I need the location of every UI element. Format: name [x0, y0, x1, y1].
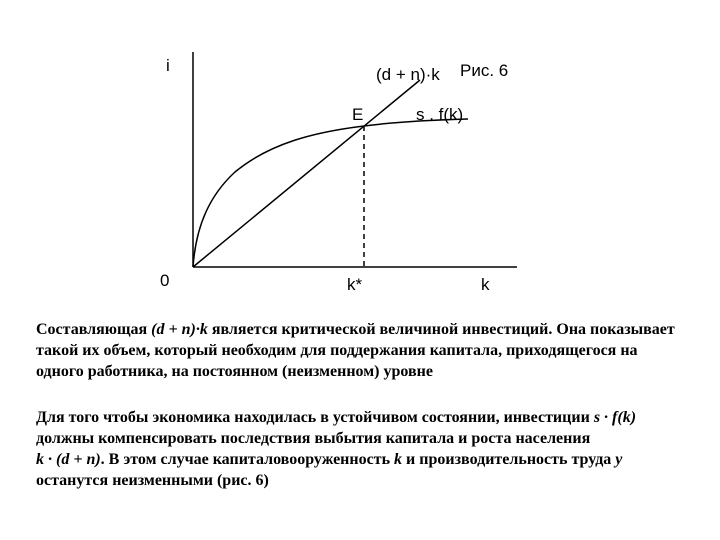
x-axis-label: k [481, 275, 490, 294]
figure-caption: Рис. 6 [460, 61, 509, 80]
kstar-label: k* [347, 275, 363, 294]
para1-text-end: является критической величиной инвестиций. Она показывает такой их объем, который необходим для поддержания капитала, приходящегося на одного работника, на постоянном (неизменном) уровне [36, 321, 675, 380]
critical-investment-paragraph [36, 319, 686, 382]
para2-formula-depreciation: k · (d + n) [36, 451, 101, 468]
para2-y-symbol: y [615, 451, 623, 468]
equilibrium-label: E [352, 105, 364, 124]
para2-line2-text-c: останутся неизменными (рис. 6) [36, 472, 269, 489]
para1-text-start: Составляющая [36, 321, 152, 338]
depreciation-line [193, 80, 420, 267]
para2-formula-saving: s · f(k) [593, 409, 637, 426]
para2-k-symbol: k [394, 451, 403, 468]
para2-text-middle: должны компенсировать последствия выбытия капитала и роста населения [36, 430, 591, 447]
steady-state-paragraph [36, 407, 686, 491]
origin-label: 0 [160, 271, 170, 290]
y-axis-label: i [166, 56, 170, 75]
para1-formula: (d + n)·k [151, 321, 208, 338]
saving-curve [193, 119, 468, 267]
line-label: (d + n)·k [376, 65, 440, 84]
para2-line2-text-a: . В этом случае капиталовооруженность [100, 451, 395, 468]
para2-line2-text-b: и производительность труда [402, 451, 616, 468]
curve-label: s . f(k) [416, 105, 464, 124]
para2-text-start: Для того чтобы экономика находилась в устойчивом состоянии, инвестиции [36, 409, 594, 426]
